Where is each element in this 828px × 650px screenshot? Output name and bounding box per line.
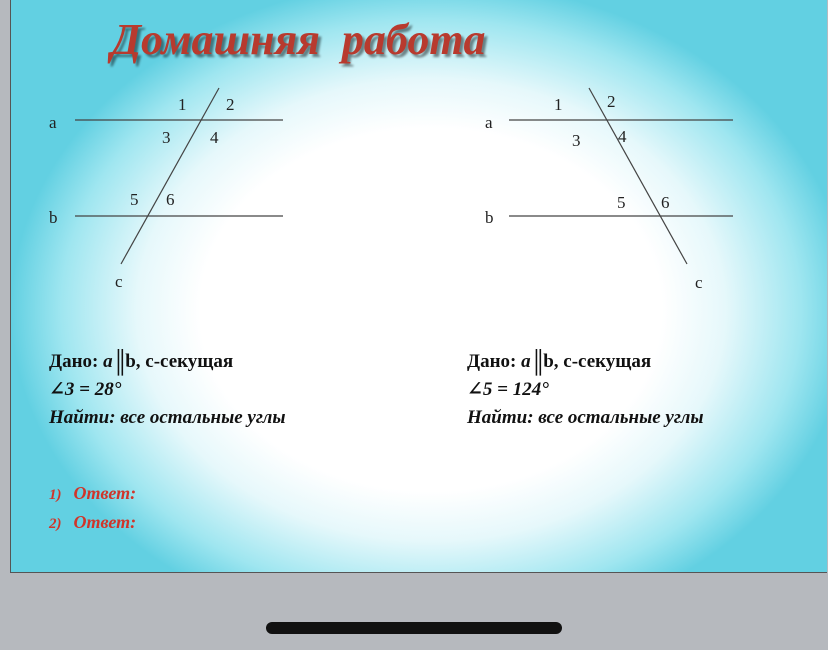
task-2-find: Найти: все остальные углы [467,407,704,428]
diagram-2-angle-1: 1 [554,95,563,114]
task-2-given [467,348,704,376]
diagram-1-transversal-c [121,88,219,264]
answer-item-2 [49,509,136,538]
task-2-angle: ∠5 = 124° [467,379,549,400]
task-2-line-a: a [521,351,531,372]
task-2-parallel-sign: ║ [530,349,544,374]
task-1-given [49,348,286,376]
diagram-1-angle-3: 3 [162,128,171,147]
task-2-given-rest: b, с-секущая [543,351,652,372]
diagram-1-angle-6: 6 [166,190,175,209]
task-1-block [49,348,286,432]
diagram-1-angle-1: 1 [178,95,187,114]
diagram-2-angle-4: 4 [618,127,627,146]
diagram-1-label-b: b [49,208,58,227]
diagram-1-angle-4: 4 [210,128,219,147]
answer-1-label: Ответ: [73,483,137,503]
answer-2-label: Ответ: [73,512,137,532]
task-1-given-label: Дано: [49,351,99,372]
task-1-given-rest: b, с-секущая [125,351,234,372]
diagram-2-label-c: c [695,273,703,292]
diagram-2-transversal-c [589,88,687,264]
diagram-2-angle-2: 2 [607,92,616,111]
diagram-1-angle-2: 2 [226,95,235,114]
answer-item-1 [49,480,136,509]
diagram-2-label-b: b [485,208,494,227]
diagram-2-angle-5: 5 [617,193,626,212]
diagram-2-angle-6: 6 [661,193,670,212]
slide [10,0,827,573]
task-2-given-label: Дано: [467,351,517,372]
answer-1-number: 1) [49,487,62,503]
diagram-2-angle-3: 3 [572,131,581,150]
task-2-block [467,348,704,432]
diagram-1-label-c: c [115,272,123,291]
home-indicator-bar[interactable] [266,622,562,634]
task-1-find: Найти: все остальные углы [49,407,286,428]
diagram-1-label-a: a [49,113,57,132]
diagram-1-angle-5: 5 [130,190,139,209]
answer-2-number: 2) [49,516,62,532]
slide-title: Домашняя работа [111,15,486,64]
task-1-angle: ∠3 = 28° [49,379,122,400]
task-1-line-a: a [103,351,113,372]
diagram-2-label-a: a [485,113,493,132]
answers-list [49,480,136,538]
task-1-parallel-sign: ║ [112,349,126,374]
